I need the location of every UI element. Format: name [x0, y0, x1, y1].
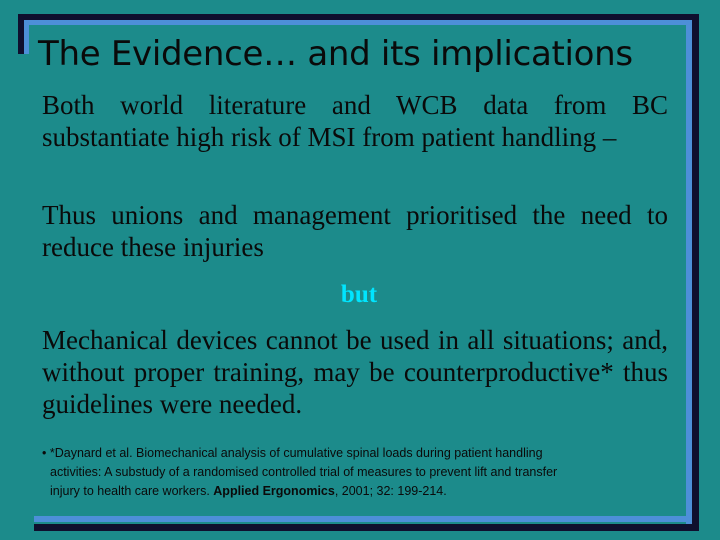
footnote-bullet: •	[42, 446, 47, 460]
footnote-line-3-prefix: injury to health care workers.	[50, 484, 210, 498]
footnote-line-1: *Daynard et al. Biomechanical analysis of cumulative spinal loads during patient handling	[49, 446, 543, 460]
frame-right-blue-bar	[686, 24, 692, 524]
frame-bottom-dark-bar	[34, 524, 699, 531]
paragraph-evidence: Both world literature and WCB data from BC substantiate high risk of MSI from patient handling –	[42, 90, 668, 152]
frame-bottom-blue-bar	[34, 516, 692, 522]
paragraph-priorities: Thus unions and management prioritised the need to reduce these injuries	[42, 200, 668, 262]
footnote-journal: Applied Ergonomics	[213, 484, 335, 498]
footnote-citation-suffix: , 2001; 32: 199-214.	[334, 484, 447, 498]
frame-left-blue-bar	[24, 20, 29, 54]
frame-top-blue-bar	[24, 20, 694, 25]
frame-right-dark-bar	[692, 14, 699, 530]
footnote-line-2: activities: A substudy of a randomised controlled trial of measures to prevent lift and transfer	[50, 465, 558, 479]
connector-but	[0, 281, 720, 309]
footnote-citation	[42, 444, 668, 501]
slide-title: The Evidence… and its implications	[38, 34, 633, 74]
connector-text: but	[340, 281, 378, 308]
paragraph-devices: Mechanical devices cannot be used in all situations; and, without proper training, may be counterproductive* thus guidelines were needed.	[42, 325, 668, 419]
footnote-line-3	[42, 482, 668, 501]
